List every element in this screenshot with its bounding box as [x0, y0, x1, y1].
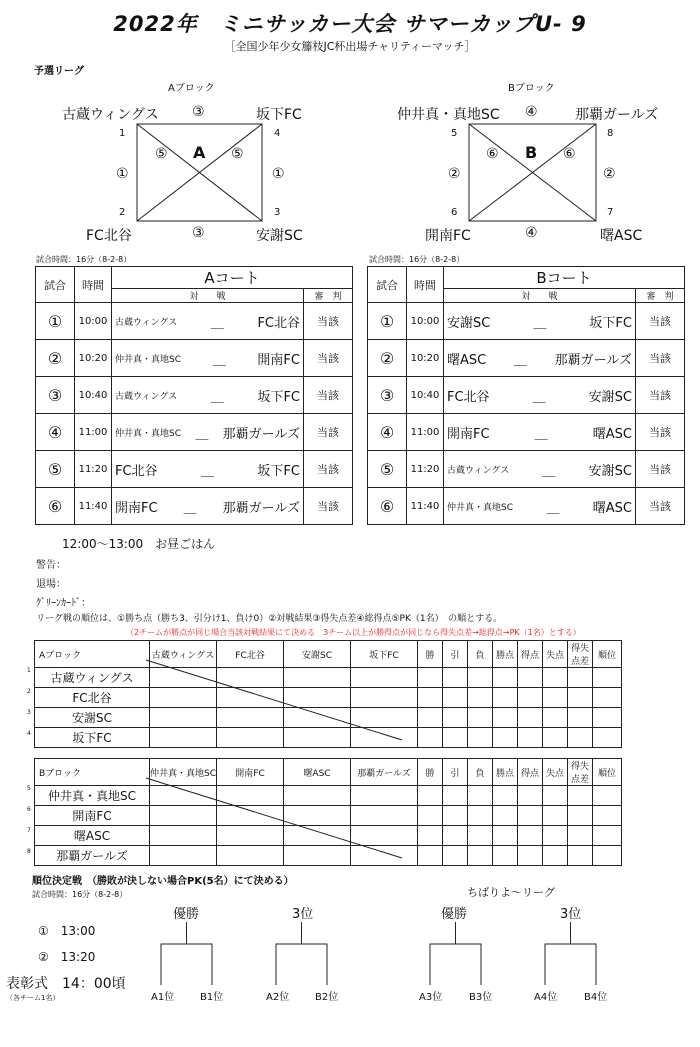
- home-team: 仲井真・真地SC: [115, 354, 181, 365]
- opponent-column: 仲井真・真地SC: [150, 759, 217, 786]
- opponent-column: 古蔵ウィングス: [150, 641, 217, 668]
- game-time: 10:00: [407, 303, 444, 340]
- game-time: 11:00: [407, 414, 444, 451]
- home-team: 古蔵ウィングス: [447, 465, 510, 476]
- row-number: 4: [27, 730, 31, 737]
- game-number: ③: [36, 377, 75, 414]
- page-title: 2022年 ミニサッカー大会 サマーカップU- 9: [113, 12, 587, 36]
- sendoff-label: 退場：: [36, 579, 66, 590]
- green-card-label: ｸﾞﾘｰﾝｶｰﾄﾞ：: [36, 598, 91, 609]
- referee: 当該: [636, 488, 685, 525]
- col-game: 試合: [36, 267, 75, 303]
- bracket-2-right: B2位: [315, 992, 339, 1003]
- opponent-column: 坂下FC: [351, 641, 418, 668]
- block-b-num-7: 7: [607, 207, 614, 218]
- opponent-column: FC北谷: [217, 641, 284, 668]
- game-number: ①: [368, 303, 407, 340]
- stat-column: 失点: [543, 641, 568, 668]
- slot-1: ① 13:00: [38, 924, 96, 938]
- bracket-line: [161, 922, 212, 985]
- bracket-4-top: 3位: [560, 907, 582, 922]
- opponent-column: 安謝SC: [284, 641, 351, 668]
- versus-dash: ＿: [534, 426, 548, 442]
- block-b-edge-right: ②: [603, 166, 616, 182]
- team-name: 坂下FC: [35, 728, 150, 748]
- match-time-b: 試合時間：16分（8-2-8）: [369, 255, 465, 264]
- bracket-3-top: 優勝: [441, 907, 468, 922]
- game-number: ④: [36, 414, 75, 451]
- block-b-letter: B: [525, 143, 538, 162]
- game-number: ③: [368, 377, 407, 414]
- stat-column: 順位: [593, 759, 622, 786]
- block-b-team-5: 仲井真・真地SC: [397, 107, 500, 123]
- game-number: ⑥: [368, 488, 407, 525]
- stat-column: 引: [443, 641, 468, 668]
- block-a-num-1: 1: [119, 128, 126, 139]
- referee: 当該: [304, 488, 353, 525]
- away-team: 曙ASC: [592, 426, 632, 442]
- row-number: 1: [27, 667, 31, 674]
- opponent-column: 曙ASC: [284, 759, 351, 786]
- opponent-column: 那覇ガールズ: [351, 759, 418, 786]
- versus-dash: ＿: [200, 463, 214, 479]
- block-a-team-4: 坂下FC: [256, 107, 302, 123]
- referee: 当該: [636, 414, 685, 451]
- stat-column: 勝: [418, 641, 443, 668]
- referee: 当該: [304, 451, 353, 488]
- versus-dash: ＿: [210, 315, 224, 331]
- row-number: 7: [27, 827, 31, 834]
- block-b-team-8: 那覇ガールズ: [575, 107, 659, 123]
- opponent-column: 開南FC: [217, 759, 284, 786]
- team-name: FC北谷: [35, 688, 150, 708]
- col-referee: 審 判: [304, 289, 353, 303]
- away-team: 開南FC: [257, 352, 300, 368]
- block-a-num-2: 2: [119, 207, 126, 218]
- away-team: 坂下FC: [257, 389, 300, 405]
- block-b-label: Bブロック: [508, 83, 555, 94]
- home-team: 安謝SC: [447, 315, 491, 331]
- block-a-edge-bottom: ③: [192, 225, 205, 241]
- versus-dash: ＿: [183, 500, 197, 516]
- referee: 当該: [304, 377, 353, 414]
- referee: 当該: [304, 414, 353, 451]
- stat-column: 勝点: [493, 759, 518, 786]
- away-team: 那覇ガールズ: [222, 426, 300, 442]
- game-time: 11:40: [407, 488, 444, 525]
- block-a-num-4: 4: [274, 128, 281, 139]
- slot-2: ② 13:20: [38, 950, 96, 964]
- team-name: 曙ASC: [35, 826, 150, 846]
- col-time: 時間: [75, 267, 112, 303]
- game-number: ④: [368, 414, 407, 451]
- col-referee: 審 判: [636, 289, 685, 303]
- game-number: ②: [368, 340, 407, 377]
- home-team: 古蔵ウィングス: [115, 391, 178, 402]
- block-b-edge-left: ②: [448, 166, 461, 182]
- stat-column: 負: [468, 641, 493, 668]
- bracket-4-right: B4位: [584, 992, 608, 1003]
- away-team: 安謝SC: [588, 389, 632, 405]
- block-a-team-3: 安謝SC: [256, 228, 303, 244]
- game-time: 10:20: [75, 340, 112, 377]
- row-number: 6: [27, 806, 31, 813]
- block-b-diag-left: ⑥: [486, 146, 499, 162]
- ranking-note: （2チームが勝点が同じ場合当該対戦結果にて決める 3チーム以上が勝得点が同じなら得失点差→総得点→PK（1名）とする）: [126, 628, 581, 637]
- stat-column: 負: [468, 759, 493, 786]
- home-team: 仲井真・真地SC: [447, 502, 513, 513]
- block-a-letter: A: [193, 143, 206, 162]
- referee: 当該: [636, 340, 685, 377]
- away-team: 那覇ガールズ: [554, 352, 632, 368]
- col-versus: 対 戦: [112, 289, 304, 303]
- versus-dash: ＿: [533, 315, 547, 331]
- block-a-team-2: FC北谷: [86, 228, 132, 244]
- award-note: （各チーム1名）: [6, 994, 60, 1002]
- lunch-note: 12:00～13:00 お昼ごはん: [62, 537, 216, 551]
- stat-column: 得失点差: [568, 759, 593, 786]
- home-team: FC北谷: [115, 463, 158, 479]
- court-a-name: Aコート: [112, 267, 353, 289]
- away-team: 曙ASC: [592, 500, 632, 516]
- referee: 当該: [636, 303, 685, 340]
- match-time-a: 試合時間：16分（8-2-8）: [36, 255, 132, 264]
- chiba-league-label: ちばりよ～リーグ: [467, 886, 555, 899]
- award-time: 表彰式 14：00頃: [6, 976, 126, 992]
- game-number: ⑤: [36, 451, 75, 488]
- game-number: ⑤: [368, 451, 407, 488]
- bracket-2-top: 3位: [292, 907, 314, 922]
- stat-column: 勝点: [493, 641, 518, 668]
- block-b-edge-top: ④: [525, 104, 538, 120]
- away-team: 坂下FC: [257, 463, 300, 479]
- game-time: 11:20: [407, 451, 444, 488]
- home-team: 開南FC: [115, 500, 158, 516]
- row-number: 2: [27, 688, 31, 695]
- away-team: 那覇ガールズ: [222, 500, 300, 516]
- bracket-1-top: 優勝: [173, 907, 200, 922]
- game-time: 10:00: [75, 303, 112, 340]
- col-versus: 対 戦: [444, 289, 636, 303]
- referee: 当該: [304, 303, 353, 340]
- ranking-rule: リーグ戦の順位は、①勝ち点（勝ち3、引分け1、負け0）②対戦結果③得失点差④総得点⑤PK（1名） の順とする。: [36, 614, 503, 624]
- versus-dash: ＿: [546, 500, 560, 516]
- referee: 当該: [636, 377, 685, 414]
- col-time: 時間: [407, 267, 444, 303]
- block-a-label: Aブロック: [168, 83, 215, 94]
- away-team: FC北谷: [257, 315, 300, 331]
- stat-column: 引: [443, 759, 468, 786]
- bracket-3-right: B3位: [469, 992, 493, 1003]
- bracket-1-left: A1位: [151, 992, 175, 1003]
- referee: 当該: [304, 340, 353, 377]
- bracket-line: [545, 922, 596, 985]
- stat-column: 勝: [418, 759, 443, 786]
- row-number: 8: [27, 848, 31, 855]
- block-a-diag-left: ⑤: [155, 146, 168, 162]
- bracket-4-left: A4位: [534, 992, 558, 1003]
- away-team: 坂下FC: [589, 315, 632, 331]
- stat-column: 得点: [518, 759, 543, 786]
- stat-column: 順位: [593, 641, 622, 668]
- versus-dash: ＿: [542, 463, 556, 479]
- block-a-team-1: 古蔵ウィングス: [62, 107, 159, 123]
- game-number: ⑥: [36, 488, 75, 525]
- away-team: 安謝SC: [588, 463, 632, 479]
- block-b-team-7: 曙ASC: [600, 228, 643, 244]
- game-time: 10:40: [75, 377, 112, 414]
- game-time: 11:40: [75, 488, 112, 525]
- block-b-num-6: 6: [451, 207, 458, 218]
- block-b-num-8: 8: [607, 128, 614, 139]
- stat-column: 得点: [518, 641, 543, 668]
- block-b-team-6: 開南FC: [425, 228, 471, 244]
- final-match-time: 試合時間：16分（8-2-8）: [32, 890, 128, 899]
- versus-dash: ＿: [532, 389, 546, 405]
- home-team: 古蔵ウィングス: [115, 317, 178, 328]
- team-name: 古蔵ウィングス: [35, 668, 150, 688]
- block-a-num-3: 3: [274, 207, 281, 218]
- block-a-edge-left: ①: [116, 166, 129, 182]
- block-a-edge-top: ③: [192, 104, 205, 120]
- team-name: 仲井真・真地SC: [35, 786, 150, 806]
- court-b-name: Bコート: [444, 267, 685, 289]
- game-time: 10:40: [407, 377, 444, 414]
- versus-dash: ＿: [212, 352, 226, 368]
- versus-dash: ＿: [195, 426, 209, 442]
- bracket-2-left: A2位: [266, 992, 290, 1003]
- game-number: ②: [36, 340, 75, 377]
- versus-dash: ＿: [513, 352, 527, 368]
- page-subtitle: ［全国少年少女籐枝JC杯出場チャリティーマッチ］: [224, 40, 476, 53]
- bracket-1-right: B1位: [200, 992, 224, 1003]
- block-label: Bブロック: [35, 759, 150, 786]
- bracket-3-left: A3位: [419, 992, 443, 1003]
- stat-column: 失点: [543, 759, 568, 786]
- home-team: 仲井真・真地SC: [115, 428, 181, 439]
- home-team: FC北谷: [447, 389, 490, 405]
- team-name: 那覇ガールズ: [35, 846, 150, 866]
- row-number: 3: [27, 709, 31, 716]
- col-game: 試合: [368, 267, 407, 303]
- block-b-num-5: 5: [451, 128, 458, 139]
- game-number: ①: [36, 303, 75, 340]
- game-time: 10:20: [407, 340, 444, 377]
- row-number: 5: [27, 785, 31, 792]
- block-a-diag-right: ⑤: [231, 146, 244, 162]
- final-title: 順位決定戦 （勝敗が決しない場合PK(5名）にて決める）: [32, 876, 294, 887]
- game-time: 11:20: [75, 451, 112, 488]
- prelim-label: 予選リーグ: [34, 66, 84, 77]
- referee: 当該: [636, 451, 685, 488]
- block-label: Aブロック: [35, 641, 150, 668]
- versus-dash: ＿: [210, 389, 224, 405]
- block-b-edge-bottom: ④: [525, 225, 538, 241]
- home-team: 開南FC: [447, 426, 490, 442]
- team-name: 開南FC: [35, 806, 150, 826]
- block-b-diag-right: ⑥: [563, 146, 576, 162]
- stat-column: 得失点差: [568, 641, 593, 668]
- warning-label: 警告：: [36, 560, 66, 571]
- block-a-edge-right: ①: [272, 166, 285, 182]
- game-time: 11:00: [75, 414, 112, 451]
- home-team: 曙ASC: [447, 352, 487, 368]
- bracket-line: [276, 922, 327, 985]
- team-name: 安謝SC: [35, 708, 150, 728]
- bracket-line: [430, 922, 481, 985]
